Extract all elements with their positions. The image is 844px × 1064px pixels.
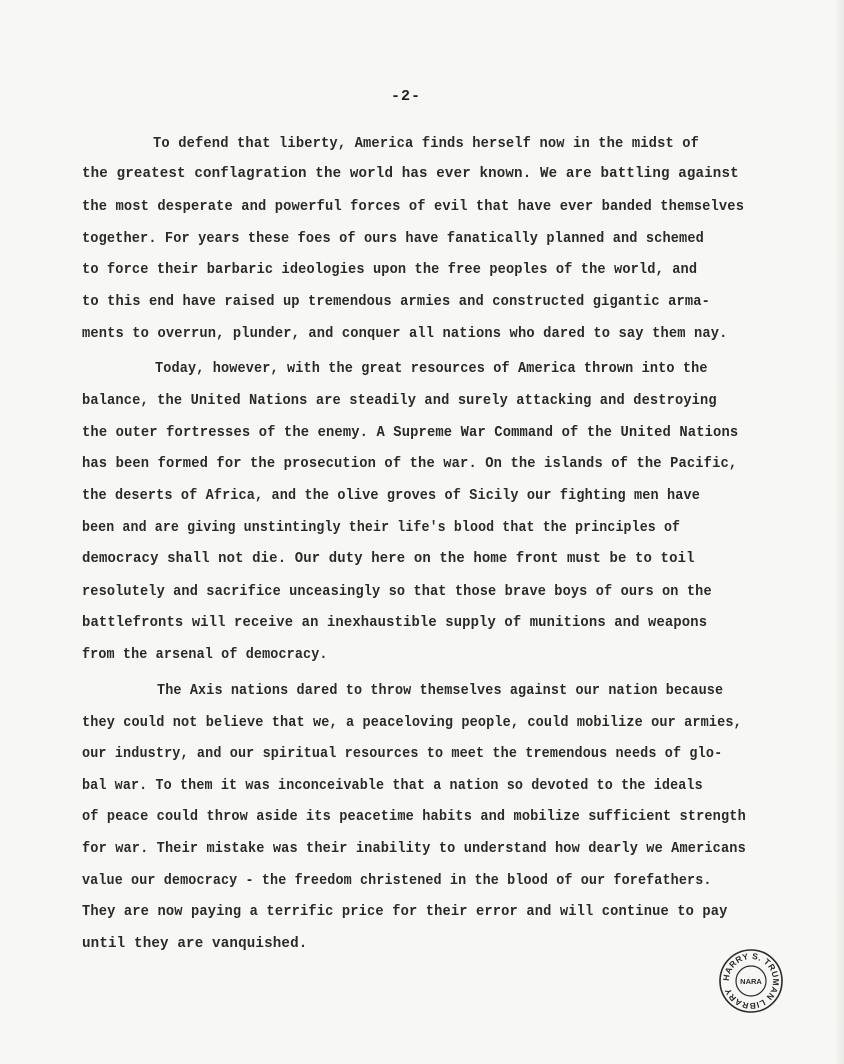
truman-library-stamp (718, 948, 784, 1014)
text-line: Today, however, with the great resources of America thrown into the (155, 361, 708, 377)
page-number: -2- (390, 88, 421, 105)
stamp-center-text: NARA (740, 977, 762, 986)
text-line: value our democracy - the freedom christened in the blood of our forefathers. (82, 873, 712, 889)
text-line: They are now paying a terrific price for their error and will continue to pay (82, 904, 728, 920)
text-line: been and are giving unstintingly their life's blood that the principles of (82, 520, 681, 536)
text-line: the deserts of Africa, and the olive groves of Sicily our fighting men have (82, 488, 700, 504)
stamp-ring-text: HARRY S. TRUMAN LIBRARY (720, 950, 782, 1012)
text-line: our industry, and our spiritual resources to meet the tremendous needs of glo- (82, 746, 723, 762)
text-line: The Axis nations dared to throw themselves against our nation because (157, 683, 724, 699)
text-line: the outer fortresses of the enemy. A Supreme War Command of the United Nations (82, 425, 739, 441)
text-line: until they are vanquished. (82, 936, 308, 952)
text-line: democracy shall not die. Our duty here on the home front must be to toil (82, 551, 695, 567)
text-line: ments to overrun, plunder, and conquer all nations who dared to say them nay. (82, 326, 728, 342)
text-line: has been formed for the prosecution of the war. On the islands of the Pacific, (82, 456, 738, 472)
text-line: of peace could throw aside its peacetime habits and mobilize sufficient strength (82, 809, 746, 825)
text-line: for war. Their mistake was their inability to understand how dearly we Americans (82, 841, 746, 857)
stamp-seal-icon (718, 948, 784, 1014)
text-line: To defend that liberty, America finds herself now in the midst of (153, 136, 700, 152)
text-line: the most desperate and powerful forces of evil that have ever banded themselves (82, 199, 745, 215)
text-line: to force their barbaric ideologies upon the free peoples of the world, and (82, 262, 698, 278)
text-line: together. For years these foes of ours have fanatically planned and schemed (82, 231, 704, 247)
text-line: battlefronts will receive an inexhaustible supply of munitions and weapons (82, 615, 708, 631)
page-edge-shadow (834, 0, 844, 1064)
text-line: they could not believe that we, a peaceloving people, could mobilize our armies, (82, 715, 742, 731)
text-line: bal war. To them it was inconceivable that a nation so devoted to the ideals (82, 778, 703, 794)
text-line: balance, the United Nations are steadily and surely attacking and destroying (82, 393, 717, 409)
text-line: the greatest conflagration the world has ever known. We are battling against (82, 166, 739, 182)
text-line: from the arsenal of democracy. (82, 647, 328, 663)
text-line: to this end have raised up tremendous armies and constructed gigantic arma- (82, 294, 710, 310)
text-line: resolutely and sacrifice unceasingly so that those brave boys of ours on the (82, 584, 712, 600)
